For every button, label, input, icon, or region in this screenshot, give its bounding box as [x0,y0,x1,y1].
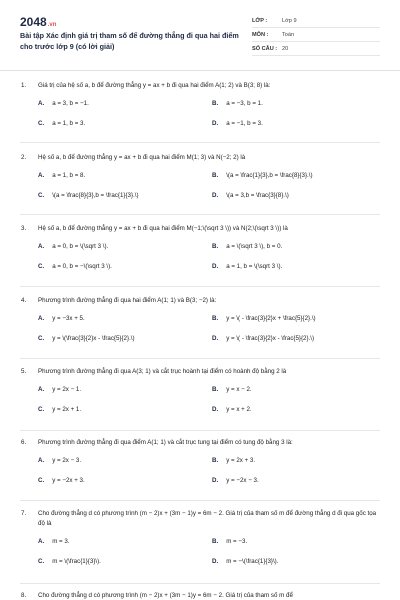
question-number: 3. [21,225,27,232]
option-c[interactable] [38,476,85,486]
question-separator [20,430,380,431]
option-letter: D. [212,335,219,342]
option-letter: D. [212,477,219,484]
option-letter: A. [38,457,45,464]
option-b[interactable] [212,385,252,395]
option-text: y = 2x + 3. [226,457,256,464]
option-letter: B. [212,243,219,250]
option-text: a = 3, b = −1. [52,100,89,107]
option-text: y = 2x + 1. [52,406,82,413]
option-letter: B. [212,100,219,107]
option-text: m = −3. [226,538,248,545]
option-a[interactable] [38,242,108,252]
question-separator [20,500,380,501]
meta-label: SỐ CÂU : [252,45,278,52]
option-c[interactable] [38,557,101,567]
question-4 [0,296,400,342]
question-number: 1. [21,82,27,89]
option-d[interactable] [212,405,252,415]
option-text: \(a = \frac{1}{3},b = \frac{8}{3}.\) [226,172,313,179]
question-separator [20,583,380,584]
option-text: y = \( - \frac{3}{2}x - \frac{5}{2}.\) [226,335,315,342]
question-text: Phương trình đường thẳng đi qua A(3; 1) và cắt trục hoành tại điểm có hoành độ bằng 2 là [38,368,287,375]
option-b[interactable] [212,314,316,324]
meta-value: 20 [282,45,289,52]
option-b[interactable] [212,171,313,181]
option-text: y = −2x + 3. [52,477,85,484]
logo-text: 2048 [20,15,47,29]
option-text: m = −\(\frac{1}{3}\). [226,558,279,565]
option-letter: B. [212,315,219,322]
option-letter: A. [38,538,45,545]
question-1 [0,81,400,127]
option-letter: C. [38,406,45,413]
meta-label: LỚP : [252,17,268,24]
question-separator [20,358,380,359]
option-c[interactable] [38,334,135,344]
option-letter: B. [212,386,219,393]
option-text: a = 0, b = \(\sqrt 3 \). [52,243,109,250]
question-text: Phương trình đường thẳng đi qua hai điểm A(1; 1) và B(3; −2) là: [38,297,217,304]
option-d[interactable] [212,557,278,567]
option-b[interactable] [212,242,282,252]
option-d[interactable] [212,476,259,486]
option-letter: B. [212,538,219,545]
option-letter: D. [212,120,219,127]
option-text: y = −2x − 3. [226,477,259,484]
option-text: a = 1, b = 3. [52,120,86,127]
option-a[interactable] [38,314,85,324]
question-text: Phương trình đường thẳng đi qua điểm A(1; 1) và cắt trục tung tại điểm có tung độ bằng 3 là: [38,439,293,446]
option-letter: C. [38,477,45,484]
question-text: Giá trị của hệ số a, b để đường thẳng y = ax + b đi qua hai điểm A(1; 2) và B(3; 8) là: [38,82,271,89]
option-c[interactable] [38,262,112,272]
meta-class [252,14,380,28]
option-letter: C. [38,120,45,127]
option-letter: B. [212,172,219,179]
option-b[interactable] [212,99,263,109]
question-5 [0,367,400,413]
question-2 [0,153,400,199]
option-text: y = \( - \frac{3}{2}x + \frac{5}{2}.\) [226,315,316,322]
option-d[interactable] [212,191,289,201]
meta-value: Lớp 9 [282,17,297,24]
option-b[interactable] [212,537,247,547]
option-a[interactable] [38,99,89,109]
option-c[interactable] [38,119,85,129]
question-number: 8. [21,592,27,599]
document-title: Bài tập Xác định giá trị tham số để đường thẳng đi qua hai điểm cho trước lớp 9 (có lời giải) [20,31,239,51]
option-d[interactable] [212,262,282,272]
option-letter: B. [212,457,219,464]
question-separator [20,214,380,215]
question-number: 2. [21,154,27,161]
option-letter: C. [38,263,45,270]
question-number: 4. [21,297,27,304]
question-6 [0,438,400,484]
option-c[interactable] [38,191,139,201]
logo-suffix: .vn [47,22,57,28]
option-letter: A. [38,315,45,322]
question-separator [20,142,380,143]
option-letter: A. [38,100,45,107]
question-separator [20,286,380,287]
option-text: a = 0, b = −\(\sqrt 3 \). [52,263,112,270]
option-text: a = \(\sqrt 3 \), b = 0. [226,243,283,250]
option-letter: D. [212,263,219,270]
option-text: y = \(\frac{3}{2}x - \frac{5}{2}.\) [52,335,135,342]
option-c[interactable] [38,405,81,415]
question-text: Cho đường thẳng d có phương trình (m − 2)x + (3m − 1)y = 6m − 2. Giá trị của tham số m để [38,592,293,599]
meta-value: Toán [282,31,295,38]
option-letter: A. [38,172,45,179]
meta-question-count [252,42,380,56]
question-number: 6. [21,439,27,446]
question-8 [0,591,400,600]
option-text: y = x − 2. [226,386,252,393]
option-text: \(a = 3,b = \frac{3}{8}.\) [226,192,289,199]
option-letter: A. [38,386,45,393]
option-text: a = −1, b = 3. [226,120,263,127]
option-letter: D. [212,192,219,199]
question-number: 5. [21,368,27,375]
question-text: Hệ số a, b để đường thẳng y = ax + b đi qua hai điểm M(−1;\(\sqrt 3 \)) và N(2;\(\sqrt 3 \)) là [38,225,288,232]
question-3 [0,224,400,270]
option-a[interactable] [38,385,81,395]
option-a[interactable] [38,171,85,181]
option-text: a = 1, b = \(\sqrt 3 \). [226,263,283,270]
option-text: a = 1, b = 8. [52,172,86,179]
option-text: y = −3x + 5. [52,315,85,322]
option-a[interactable] [38,537,70,547]
option-letter: C. [38,192,45,199]
question-text: Hệ số a, b để đường thẳng y = ax + b đi qua hai điểm M(1; 3) và N(−2; 2) là [38,154,246,161]
question-7 [0,509,400,565]
question-text: Cho đường thẳng d có phương trình (m − 2)x + (3m − 1)y = 6m − 2. Giá trị của tham số m để đường thẳng d đi qua gốc tọa độ là [38,510,377,527]
option-letter: D. [212,406,219,413]
option-a[interactable] [38,456,81,466]
site-logo[interactable] [20,15,56,29]
document-meta [252,14,380,56]
option-text: \(a = \frac{8}{3},b = \frac{1}{3}.\) [52,192,139,199]
option-d[interactable] [212,334,314,344]
option-b[interactable] [212,456,255,466]
option-text: y = x + 2. [226,406,252,413]
option-text: m = \(\frac{1}{3}\). [52,558,101,565]
option-text: y = 2x − 1. [52,386,82,393]
option-letter: C. [38,558,45,565]
meta-label: MÔN : [252,31,269,38]
option-letter: A. [38,243,45,250]
question-number: 7. [21,510,27,517]
option-d[interactable] [212,119,263,129]
option-letter: C. [38,335,45,342]
option-text: a = −3, b = 1. [226,100,263,107]
header-divider [0,70,400,71]
option-text: m = 3. [52,538,70,545]
option-letter: D. [212,558,219,565]
meta-subject [252,28,380,42]
option-text: y = 2x − 3. [52,457,82,464]
